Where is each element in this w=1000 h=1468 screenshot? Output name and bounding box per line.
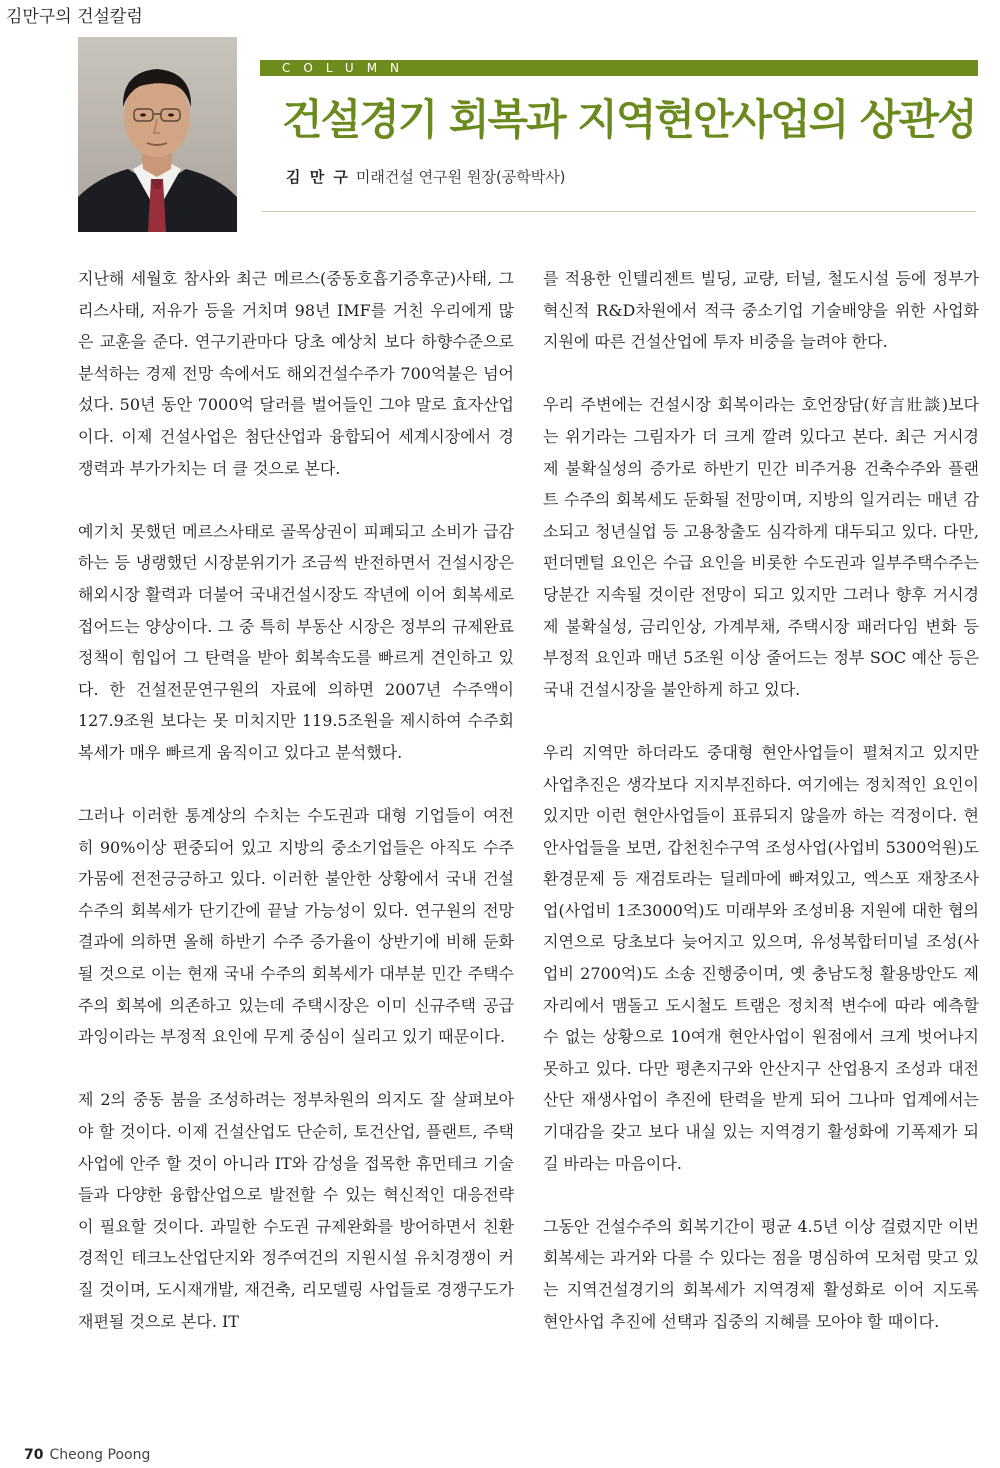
page-footer — [24, 1447, 150, 1463]
body-paragraph: 를 적용한 인텔리젠트 빌딩, 교량, 터널, 철도시설 등에 정부가 혁신적 R&D차원에서 적극 중소기업 기술배양을 위한 사업화지원에 따른 건설산업에 투자 비중을 늘려야 한다. — [543, 269, 979, 352]
byline — [286, 166, 566, 187]
section-label: 김만구의 건설칼럼 — [6, 7, 143, 27]
column-label: COLUMN — [282, 61, 413, 75]
body-column-right — [543, 263, 979, 1369]
author-role: 미래건설 연구원 원장(공학박사) — [355, 168, 566, 186]
body-paragraph: 예기치 못했던 메르스사태로 골목상권이 피폐되고 소비가 급감하는 등 냉랭했던 시장분위기가 조금씩 반전하면서 건설시장은 해외시장 활력과 더불어 국내건설시장도 작년에 이어 회복세로 접어드는 양상이다. 그 중 특히 부동산 시장은 정부의 규제완료 정책이 힘입어 그 탄력을 받아 회복속도를 빠르게 견인하고 있다. 한 건설전문연구원의 자료에 의하면 2007년 수주액이 127.9조원 보다는 못 미치지만 119.5조원을 제시하여 수주회복세가 매우 빠르게 움직이고 있다고 분석했다. — [78, 521, 514, 762]
body-paragraph: 지난해 세월호 참사와 최근 메르스(중동호흡기증후군)사태, 그리스사태, 저유가 등을 거치며 98년 IMF를 거친 우리에게 많은 교훈을 준다. 연구기관마다 당초 예상치 보다 하향수준으로 분석하는 경제 전망 속에서도 해외건설수주가 700억불은 넘어섰다. 50년 동안 7000억 달러를 벌어들인 그야 말로 효자산업이다. 이제 건설사업은 첨단산업과 융합되어 세계시장에서 경쟁력과 부가가치는 더 클 것으로 본다. — [78, 269, 514, 478]
publication-name: Cheong Poong — [49, 1447, 151, 1463]
body-paragraph: 우리 지역만 하더라도 중대형 현안사업들이 펼쳐지고 있지만 사업추진은 생각보다 지지부진하다. 여기에는 정치적인 요인이 있지만 이런 현안사업들이 표류되지 않을까 하는 걱정이다. 현안사업들을 보면, 갑천친수구역 조성사업(사업비 5300억원)도 환경문제 등 재검토라는 딜레마에 빠져있고, 엑스포 재창조사업(사업비 1조3000억)도 미래부와 조성비용 지원에 대한 협의 지연으로 당초보다 늦어지고 있으며, 유성복합터미널 조성(사업비 2700억)도 소송 진행중이며, 옛 충남도청 활용방안도 제자리에서 맴돌고 도시철도 트램은 정치적 변수에 따라 예측할 수 없는 상황으로 10여개 현안사업이 원점에서 크게 벗어나지 못하고 있다. 다만 평촌지구와 안산지구 산업용지 조성과 대전산단 재생사업이 추진에 탄력을 받게 되어 그나마 업계에서는 기대감을 갖고 보다 내실 있는 지역경기 활성화에 기폭제가 되길 바라는 마음이다. — [543, 742, 979, 1173]
author-name: 김 만 구 — [286, 168, 350, 186]
author-photo — [78, 37, 237, 232]
body-paragraph: 그동안 건설수주의 회복기간이 평균 4.5년 이상 걸렸지만 이번 회복세는 과거와 다를 수 있다는 점을 명심하여 모처럼 맞고 있는 지역건설경기의 회복세가 지역경제 활성화로 이어 지도록 현안사업 추진에 선택과 집중의 지혜를 모아야 할 때이다. — [543, 1216, 979, 1331]
column-label-bar — [260, 60, 978, 76]
article-title: 건설경기 회복과 지역현안사업의 상관성 — [282, 95, 976, 144]
body-paragraph: 제 2의 중동 붐을 조성하려는 정부차원의 의지도 잘 살펴보아야 할 것이다. 이제 건설산업도 단순히, 토건산업, 플랜트, 주택사업에 안주 할 것이 아니라 IT와 감성을 접목한 휴먼테크 기술들과 다양한 융합산업으로 발전할 수 있는 혁신적인 대응전략이 필요할 것이다. 과밀한 수도권 규제완화를 방어하면서 친환경적인 테크노산업단지와 정주여건의 지원시설 유치경쟁이 커질 것이며, 도시재개발, 재건축, 리모델링 사업들로 경쟁구도가 재편될 것으로 본다. IT — [78, 1090, 514, 1331]
body-column-left — [78, 263, 514, 1369]
page-number: 70 — [24, 1447, 44, 1463]
body-paragraph: 그러나 이러한 통계상의 수치는 수도권과 대형 기업들이 여전히 90%이상 편중되어 있고 지방의 중소기업들은 아직도 수주 가뭄에 전전긍긍하고 있다. 이러한 불안한 상황에서 국내 건설수주의 회복세가 단기간에 끝날 가능성이 있다. 연구원의 전망 결과에 의하면 올해 하반기 수주 증가율이 상반기에 비해 둔화될 것으로 이는 현재 국내 수주의 회복세가 대부분 민간 주택수주의 회복에 의존하고 있는데 주택시장은 이미 신규주택 공급과잉이라는 부정적 요인에 무게 중심이 실리고 있기 때문이다. — [78, 806, 514, 1047]
body-paragraph: 우리 주변에는 건설시장 회복이라는 호언장담(好言壯談)보다는 위기라는 그림자가 더 크게 깔려 있다고 본다. 최근 거시경제 불확실성의 증가로 하반기 민간 비주거용 건축수주와 플랜트 수주의 회복세도 둔화될 전망이며, 지방의 일거리는 매년 감소되고 청년실업 등 고용창출도 심각하게 대두되고 있다. 다만, 펀더멘털 요인은 수급 요인을 비롯한 수도권과 일부주택수주는 당분간 지속될 것이란 전망이 되고 있지만 그러나 향후 거시경제 불확실성, 금리인상, 가계부채, 주택시장 패러다임 변화 등 부정적 요인과 매년 5조원 이상 줄어드는 정부 SOC 예산 등은 국내 건설시장을 불안하게 하고 있다. — [543, 395, 979, 699]
header-divider — [262, 211, 976, 212]
